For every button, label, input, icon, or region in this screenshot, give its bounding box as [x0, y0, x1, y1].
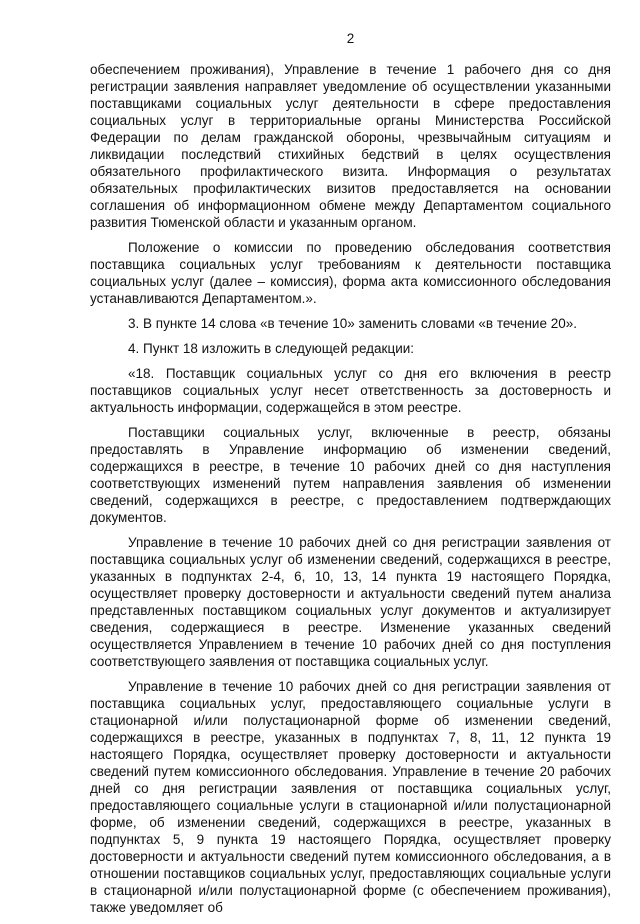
page-number: 2 [346, 31, 355, 46]
paragraph-continuation: обеспечением проживания), Управление в течение 1 рабочего дня со дня регистрации заявления направляет уведомление об осуществлении указанными поставщиками социальных услуг деятельности в сфере предоставления социальных услуг в территориальные органы Министерства Российской Федерации по делам гражданской обороны, чрезвычайным ситуациям и ликвидации последствий стихийных бедствий в целях осуществления обязательного профилактического визита. Информация о результатах обязательных профилактических визитов предоставляется на основании соглашения об информационном обмене между Департаментом социального развития Тюменской области и указанным органом. [90, 62, 611, 230]
paragraph-verification-10-days: Управление в течение 10 рабочих дней со дня регистрации заявления от поставщика социальных услуг об изменении сведений, содержащихся в реестре, указанных в подпунктах 2-4, 6, 10, 13, 14 пункта 19 настоящего Порядка, осуществляет проверку достоверности и актуальности сведений путем анализа представленных поставщиком социальных услуг документов и актуализирует сведения, содержащиеся в реестре. Изменение указанных сведений осуществляется Управлением в течение 10 рабочих дней со дня поступления соответствующего заявления от поставщика социальных услуг. [90, 535, 611, 669]
document-body [90, 61, 611, 924]
paragraph-clause-18: «18. Поставщик социальных услуг со дня его включения в реестр поставщиков социальных услуг несет ответственность за достоверность и актуальность информации, содержащейся в этом реестре. [90, 366, 611, 415]
paragraph-commission-regulation: Положение о комиссии по проведению обследования соответствия поставщика социальных услуг требованиям к деятельности поставщика социальных услуг (далее – комиссия), форма акта комиссионного обследования устанавливаются Департаментом.». [90, 240, 611, 306]
paragraph-item-3: 3. В пункте 14 слова «в течение 10» заменить словами «в течение 20». [128, 316, 577, 331]
document-page [90, 0, 611, 915]
paragraph-item-4: 4. Пункт 18 изложить в следующей редакции: [128, 341, 415, 356]
paragraph-commission-inspection: Управление в течение 10 рабочих дней со дня регистрации заявления от поставщика социальных услуг, предоставляющего социальные услуги в стационарной и/или полустационарной форме об изменении сведений, содержащихся в реестре, указанных в подпунктах 7, 8, 11, 12 пункта 19 настоящего Порядка, осуществляет проверку достоверности и актуальности сведений путем комиссионного обследования. Управление в течение 20 рабочих дней со дня регистрации заявления от поставщика социальных услуг, предоставляющего социальные услуги в стационарной и/или полустационарной форме, об изменении сведений, содержащихся в реестре, указанных в подпунктах 5, 9 пункта 19 настоящего Порядка, осуществляет проверку достоверности и актуальности сведений путем комиссионного обследования, а в отношении поставщиков социальных услуг, предоставляющих социальные услуги в стационарной и/или полустационарной форме (с обеспечением проживания), также уведомляет об [90, 679, 611, 915]
paragraph-providers-obligation: Поставщики социальных услуг, включенные в реестр, обязаны предоставлять в Управление информацию об изменении сведений, содержащихся в реестре, в течение 10 рабочих дней со дня наступления соответствующих изменений путем направления заявления об изменении сведений, содержащихся в реестре, с предоставлением подтверждающих документов. [90, 425, 611, 525]
